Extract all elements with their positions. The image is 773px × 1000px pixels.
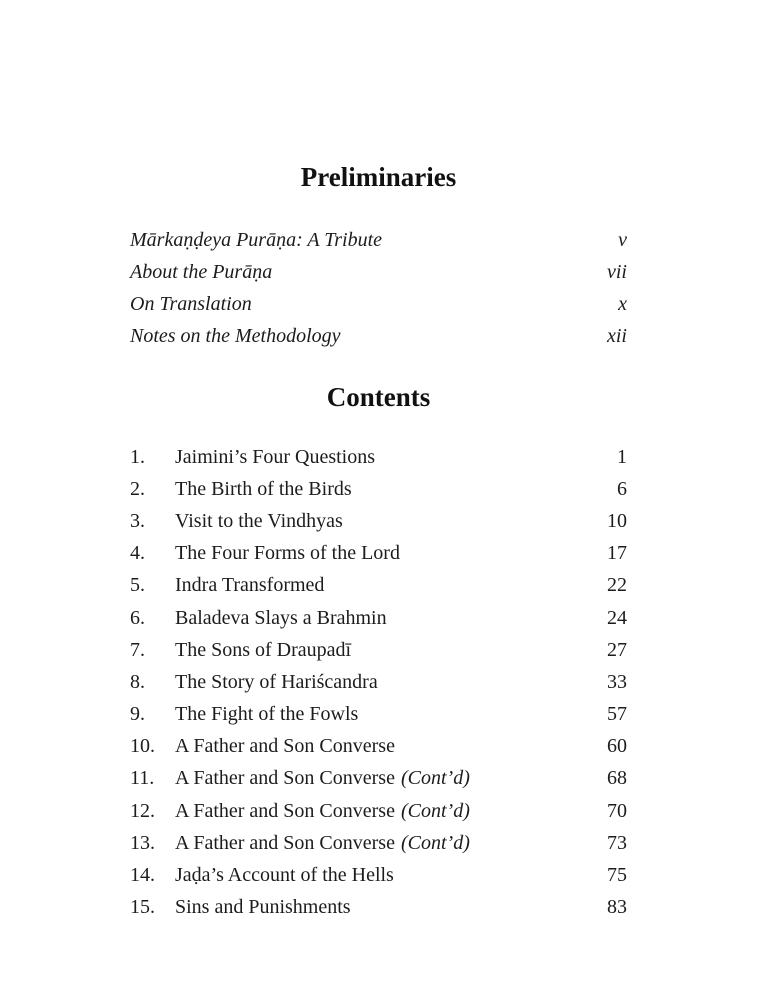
chapter-title (175, 896, 607, 919)
preliminary-entry (130, 224, 627, 256)
chapter-title-text: A Father and Son Converse (175, 767, 395, 790)
chapter-title (175, 800, 607, 823)
chapter-entry (130, 473, 627, 505)
chapter-title (175, 767, 607, 790)
chapter-entry (130, 731, 627, 763)
chapter-title-text: A Father and Son Converse (175, 799, 395, 822)
chapter-title-text: Baladeva Slays a Brahmin (175, 606, 387, 629)
chapter-page-number: 60 (607, 735, 627, 758)
chapter-number: 12. (130, 799, 155, 822)
chapter-page-number: 10 (607, 509, 627, 532)
chapter-page-number: 83 (607, 896, 627, 919)
chapter-number: 14. (130, 864, 155, 887)
chapter-title (175, 478, 617, 501)
chapter-number: 9. (130, 703, 145, 726)
chapter-title (175, 703, 607, 726)
chapter-entry (130, 892, 627, 924)
chapter-entry (130, 505, 627, 537)
chapter-number: 7. (130, 638, 145, 661)
preliminary-entry-title: On Translation (130, 292, 252, 315)
chapter-title (175, 574, 607, 597)
chapter-title (175, 607, 607, 630)
chapter-page-number: 1 (617, 445, 627, 468)
chapter-contd-suffix: (Cont’d) (400, 799, 470, 822)
chapter-title-text: A Father and Son Converse (175, 831, 395, 854)
preliminaries-heading: Preliminaries (300, 162, 457, 192)
chapter-page-number: 57 (607, 703, 627, 726)
chapter-title-text: Visit to the Vindhyas (175, 509, 343, 532)
chapter-title-text: A Father and Son Converse (175, 735, 395, 758)
chapter-contd-suffix: (Cont’d) (400, 831, 470, 854)
chapter-number: 13. (130, 831, 155, 854)
contents-list (130, 441, 627, 924)
preliminary-entry-title: About the Purāṇa (130, 260, 273, 283)
chapter-title-text: The Fight of the Fowls (175, 703, 359, 726)
chapter-title-text: The Sons of Draupadī (175, 638, 352, 661)
preliminary-entry-title: Mārkaṇḍeya Purāṇa: A Tribute (130, 228, 383, 251)
chapter-page-number: 73 (607, 831, 627, 854)
chapter-page-number: 17 (607, 542, 627, 565)
chapter-page-number: 27 (607, 638, 627, 661)
chapter-number: 6. (130, 606, 145, 629)
chapter-number: 5. (130, 574, 145, 597)
chapter-entry (130, 441, 627, 473)
chapter-title (175, 735, 607, 758)
chapter-entry (130, 859, 627, 891)
chapter-number: 10. (130, 735, 155, 758)
chapter-title-text: Indra Transformed (175, 574, 325, 597)
chapter-entry (130, 827, 627, 859)
chapter-entry (130, 699, 627, 731)
preliminary-entry-title: Notes on the Methodology (130, 324, 341, 347)
chapter-page-number: 24 (607, 606, 627, 629)
preliminary-entry (130, 256, 627, 288)
preliminary-entry-page-number: vii (607, 260, 627, 283)
preliminary-entry (130, 288, 627, 320)
preliminary-entry (130, 320, 627, 352)
chapter-entry (130, 666, 627, 698)
preliminary-entry-page-number: v (618, 228, 627, 251)
chapter-entry (130, 538, 627, 570)
chapter-number: 1. (130, 445, 145, 468)
chapter-title-text: The Birth of the Birds (175, 477, 352, 500)
chapter-title (175, 671, 607, 694)
chapter-entry (130, 763, 627, 795)
chapter-page-number: 68 (607, 767, 627, 790)
contents-heading: Contents (326, 382, 431, 412)
chapter-entry (130, 634, 627, 666)
chapter-title-text: The Story of Hariścandra (175, 670, 378, 693)
chapter-number: 11. (130, 767, 155, 790)
preliminaries-list (130, 224, 627, 352)
chapter-number: 4. (130, 542, 145, 565)
chapter-title-text: Jaḍa’s Account of the Hells (175, 864, 394, 887)
chapter-title (175, 864, 607, 887)
chapter-page-number: 75 (607, 864, 627, 887)
chapter-title-text: Sins and Punishments (175, 896, 351, 919)
chapter-title (175, 542, 607, 565)
chapter-entry (130, 570, 627, 602)
chapter-number: 3. (130, 509, 145, 532)
chapter-title (175, 832, 607, 855)
preliminary-entry-page-number: xii (607, 324, 627, 347)
chapter-title-text: The Four Forms of the Lord (175, 542, 400, 565)
chapter-entry (130, 602, 627, 634)
chapter-entry (130, 795, 627, 827)
chapter-page-number: 70 (607, 799, 627, 822)
chapter-title (175, 446, 617, 469)
chapter-page-number: 6 (617, 477, 627, 500)
chapter-title (175, 510, 607, 533)
chapter-title (175, 639, 607, 662)
chapter-number: 8. (130, 670, 145, 693)
chapter-contd-suffix: (Cont’d) (400, 767, 470, 790)
chapter-title-text: Jaimini’s Four Questions (175, 445, 376, 468)
chapter-page-number: 33 (607, 670, 627, 693)
chapter-number: 15. (130, 896, 155, 919)
chapter-page-number: 22 (607, 574, 627, 597)
preliminary-entry-page-number: x (618, 292, 627, 315)
chapter-number: 2. (130, 477, 145, 500)
